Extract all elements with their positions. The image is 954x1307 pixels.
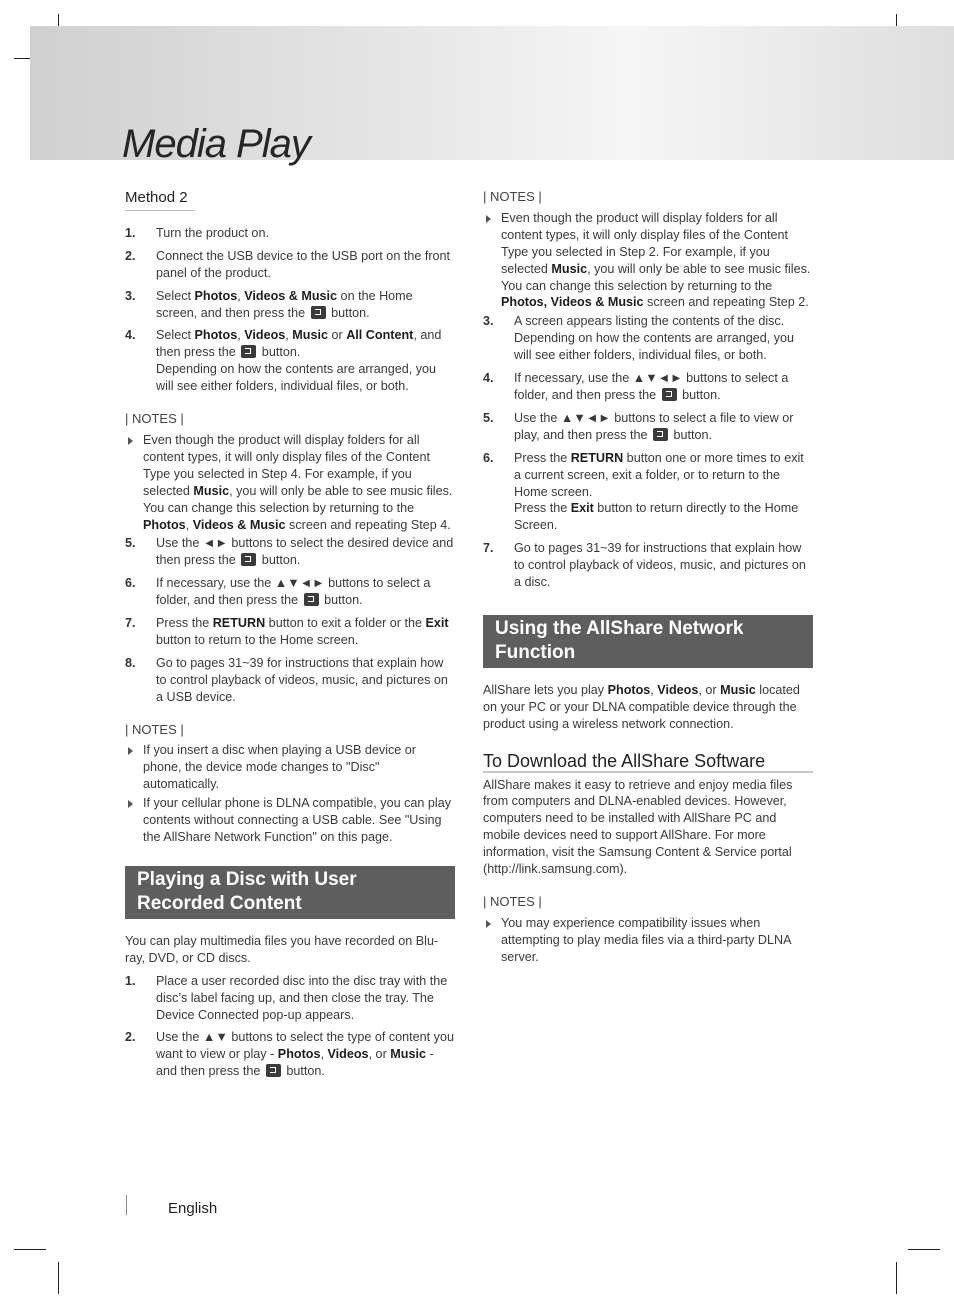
disc-steps-continued <box>483 313 813 591</box>
enter-button-icon <box>241 345 256 358</box>
list-item: Even though the product will display folders for all content types, it will only display files of the Content Type you selected in Step 4. For example, if you selected Music, you will only be able to see music files. You can change this selection by returning to the Photos, Videos & Music screen and repeating Step 4. <box>125 432 455 533</box>
notes-list <box>483 915 813 966</box>
list-item: 2. Connect the USB device to the USB port on the front panel of the product. <box>125 248 451 280</box>
list-item: 8. Go to pages 31~39 for instructions that explain how to control playback of videos, music, and pictures on a USB device. <box>125 655 448 704</box>
download-text: AllShare makes it easy to retrieve and enjoy media files from computers and DLNA-enabled devices. However, computers need to be installed with AllShare PC and mobile devices need to support AllShare. For more information, visit the Samsung Content & Service portal (http://link.samsung.com). <box>483 777 793 877</box>
enter-button-icon <box>304 593 319 606</box>
list-item: Even though the product will display folders for all content types, it will only display files of the Content Type you selected in Step 2. For example, if you selected Music, you will only be able to see music files. You can change this selection by returning to the Photos, Videos & Music screen and repeating Step 2. <box>483 210 813 311</box>
list-item: 3. A screen appears listing the contents of the disc. Depending on how the contents are arranged, you will see either folders, individual files, or both. <box>483 314 795 363</box>
list-item: 4. Select Photos, Videos, Music or All Content, and then press the button. Depending on how the contents are arranged, you will see either folders, individual files, or both. <box>125 328 442 394</box>
bullet-arrow-icon <box>486 215 491 223</box>
enter-button-icon <box>653 428 668 441</box>
list-item: 1. Turn the product on. <box>125 225 269 240</box>
list-item: 2. Use the ▲▼ buttons to select the type of content you want to view or play - Photos, Videos, or Music - and then press the button. <box>125 1030 454 1079</box>
crop-mark <box>14 1249 46 1250</box>
left-column <box>125 185 455 1086</box>
crop-mark <box>896 1262 897 1294</box>
bullet-arrow-icon <box>128 800 133 808</box>
footer-language: English <box>168 1200 218 1217</box>
bullet-arrow-icon <box>486 920 491 928</box>
list-item: 6. If necessary, use the ▲▼◄► buttons to select a folder, and then press the button. <box>125 576 431 608</box>
notes-list <box>125 742 455 845</box>
notes-label: | NOTES | <box>483 189 542 204</box>
enter-button-icon <box>311 306 326 319</box>
notes-list <box>125 432 455 533</box>
list-item: 3. Select Photos, Videos & Music on the Home screen, and then press the button. <box>125 288 413 320</box>
notes-label: | NOTES | <box>125 411 184 427</box>
footer-divider <box>126 1195 127 1215</box>
list-item: 5. Use the ▲▼◄► buttons to select a file to view or play, and then press the button. <box>483 410 794 442</box>
list-item: 1. Place a user recorded disc into the disc tray with the disc’s label facing up, and then close the tray. The Device Connected pop-up appears. <box>125 973 448 1022</box>
right-column <box>483 185 813 968</box>
list-item: You may experience compatibility issues when attempting to play media files via a third-party DLNA server. <box>483 915 813 966</box>
notes-list <box>483 210 813 311</box>
disc-steps <box>125 973 455 1080</box>
bullet-arrow-icon <box>128 437 133 445</box>
method-steps <box>125 225 455 395</box>
section-heading: Using the AllShare Network Function <box>483 615 813 668</box>
list-item: 7. Press the RETURN button to exit a folder or the Exit button to return to the Home screen. <box>125 616 449 647</box>
list-item: If you insert a disc when playing a USB device or phone, the device mode changes to "Disc" automatically. <box>125 742 455 793</box>
page-title: Media Play <box>122 122 310 166</box>
list-item: 7. Go to pages 31~39 for instructions that explain how to control playback of videos, music, and pictures on a disc. <box>483 541 806 590</box>
list-item: 4. If necessary, use the ▲▼◄► buttons to select a folder, and then press the button. <box>483 371 789 402</box>
method-steps-continued <box>125 535 455 705</box>
enter-button-icon <box>266 1064 281 1077</box>
method-title: Method 2 <box>125 190 195 211</box>
section-heading: Playing a Disc with User Recorded Content <box>125 866 455 919</box>
crop-mark <box>58 1262 59 1294</box>
list-item: 6. Press the RETURN button one or more times to exit a current screen, exit a folder, or to return to the Home screen. Press the Exit button to return directly to the Home Screen. <box>483 450 804 533</box>
crop-mark <box>908 1249 940 1250</box>
list-item: If your cellular phone is DLNA compatible, you can play contents without connecting a USB cable. See "Using the AllShare Network Function" on this page. <box>125 795 455 846</box>
allshare-intro: AllShare lets you play Photos, Videos, or Music located on your PC or your DLNA compatible device through the product using a wireless network connection. <box>483 682 800 731</box>
subsection-heading: To Download the AllShare Software <box>483 753 813 773</box>
enter-button-icon <box>241 553 256 566</box>
enter-button-icon <box>662 388 677 401</box>
notes-label: | NOTES | <box>125 721 184 737</box>
section-intro: You can play multimedia files you have recorded on Blu-ray, DVD, or CD discs. <box>125 933 439 965</box>
notes-label: | NOTES | <box>483 894 542 909</box>
list-item: 5. Use the ◄► buttons to select the desired device and then press the button. <box>125 536 454 568</box>
bullet-arrow-icon <box>128 747 133 755</box>
